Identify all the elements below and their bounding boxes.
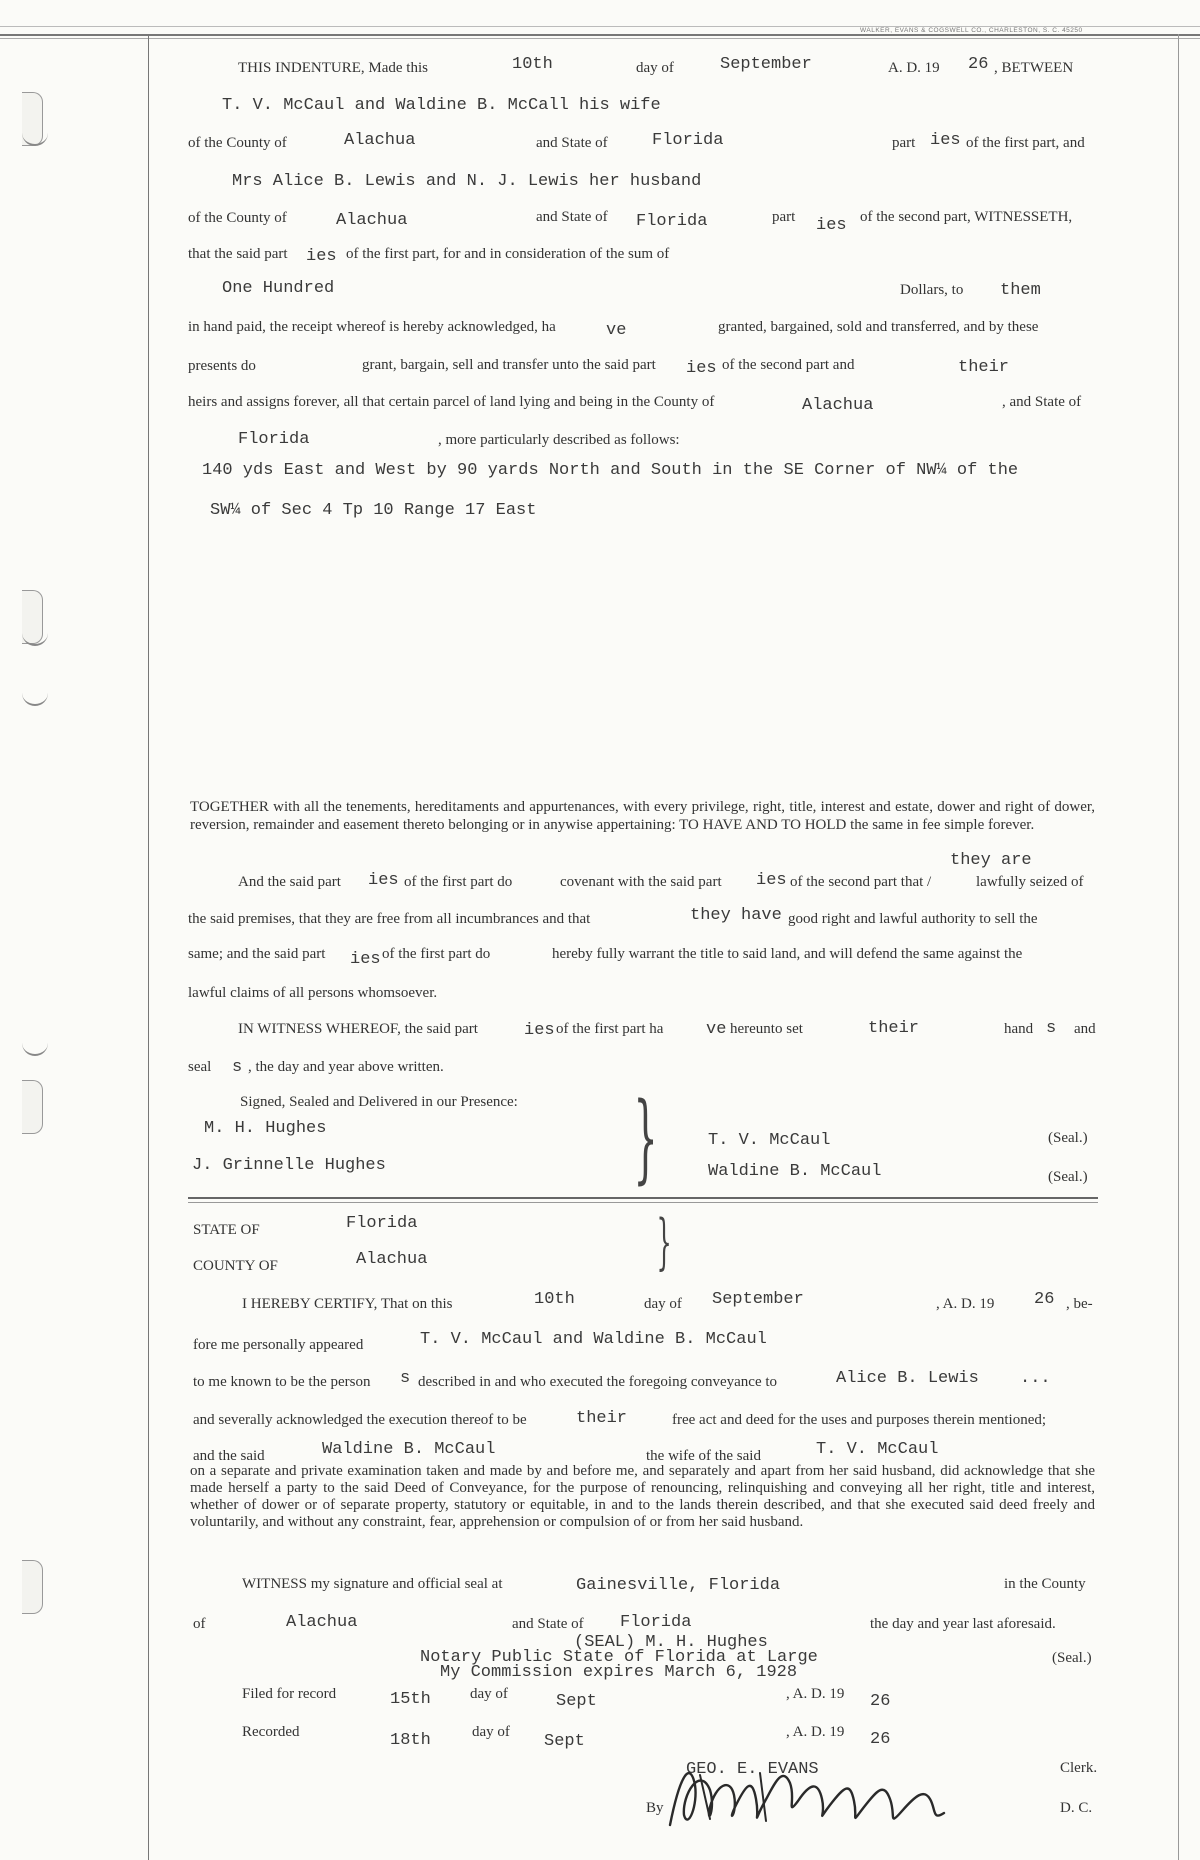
of-county-label: of the County of bbox=[188, 135, 287, 151]
wife-name: Waldine B. McCaul bbox=[322, 1440, 496, 1459]
notary-seal-label: (Seal.) bbox=[1052, 1650, 1092, 1666]
day-of-label: day of bbox=[470, 1686, 508, 1702]
recorded-day: 18th bbox=[390, 1731, 431, 1750]
same-lead: same; and the said part bbox=[188, 946, 326, 962]
indenture-day: 10th bbox=[512, 55, 553, 74]
wife-mid: the wife of the said bbox=[646, 1448, 761, 1464]
their-typed: their bbox=[868, 1019, 920, 1038]
seal-lead: seal bbox=[188, 1059, 212, 1075]
lawfully-seized: lawfully seized of bbox=[976, 874, 1084, 890]
notary-state: Florida bbox=[620, 1613, 692, 1632]
notary-commission: My Commission expires March 6, 1928 bbox=[440, 1663, 798, 1682]
dc-label: D. C. bbox=[1060, 1800, 1093, 1816]
s-typed: s bbox=[1046, 1019, 1057, 1038]
deputy-clerk-signature bbox=[640, 1755, 980, 1835]
and-state-of: , and State of bbox=[1002, 394, 1082, 410]
land-state: Florida bbox=[238, 430, 310, 449]
covenant-mid2: covenant with the said part bbox=[560, 874, 722, 890]
of-county-label: of the County of bbox=[188, 210, 287, 226]
ies-typed: ies bbox=[306, 247, 337, 266]
warrant-text: hereby fully warrant the title to said land, and will defend the same against the bbox=[552, 946, 1023, 962]
appeared-lead: fore me personally appeared bbox=[193, 1337, 364, 1353]
notary-place: Gainesville, Florida bbox=[576, 1576, 781, 1595]
binder-curl bbox=[22, 1020, 48, 1056]
signed-in-presence: Signed, Sealed and Delivered in our Presence: bbox=[240, 1094, 518, 1110]
first-part-label: of the first part, and bbox=[966, 135, 1085, 151]
grantee-state: Florida bbox=[636, 212, 708, 231]
day-of-label: day of bbox=[644, 1296, 682, 1312]
and-state-label: and State of bbox=[536, 209, 608, 225]
s-typed: s bbox=[400, 1369, 411, 1388]
witness-2-name: J. Grinnelle Hughes bbox=[192, 1156, 386, 1175]
seal-rest: , the day and year above written. bbox=[248, 1059, 444, 1075]
paid-to: them bbox=[1000, 281, 1041, 300]
covenant-mid: of the first part do bbox=[404, 874, 513, 890]
binder-curl bbox=[22, 110, 48, 146]
recorded-month: Sept bbox=[544, 1732, 585, 1751]
premises-lead: the said premises, that they are free from all incumbrances and that bbox=[188, 911, 591, 927]
signer-1-name: T. V. McCaul bbox=[708, 1131, 831, 1150]
husband-name: T. V. McCaul bbox=[816, 1440, 939, 1459]
appeared-names: T. V. McCaul and Waldine B. McCaul bbox=[420, 1330, 767, 1349]
covenant-insert: they are bbox=[950, 851, 1032, 870]
same-rest: of the first part do bbox=[382, 946, 491, 962]
together-clause: TOGETHER with all the tenements, hereditaments and appurtenances, with every privilege, right, title, interest and estate, dower and right of dower, reversion, remainder and easement thereto belonging or in anywise appertaining: TO HAVE AND TO HOLD the same in fee simple forever. bbox=[190, 799, 1095, 833]
witness-1-name: M. H. Hughes bbox=[204, 1119, 327, 1138]
consideration-amount: One Hundred bbox=[222, 279, 335, 298]
and-label: and bbox=[1074, 1021, 1096, 1037]
wife-lead: and the said bbox=[193, 1448, 265, 1464]
seal-label-1: (Seal.) bbox=[1048, 1130, 1088, 1146]
be-label: , be- bbox=[1066, 1296, 1093, 1312]
recorded-year: 26 bbox=[870, 1730, 891, 1749]
notary-signature: (SEAL) M. H. Hughes bbox=[574, 1633, 768, 1652]
signer-2-name: Waldine B. McCaul bbox=[708, 1162, 882, 1181]
ack-county: Alachua bbox=[356, 1250, 428, 1269]
receipt-rest: granted, bargained, sold and transferred, and by these bbox=[718, 319, 1039, 335]
witness-mid: of the first part ha bbox=[556, 1021, 664, 1037]
indenture-year: 26 bbox=[968, 55, 989, 74]
last-aforesaid: the day and year last aforesaid. bbox=[870, 1616, 1056, 1632]
known-rest: described in and who executed the foregoing conveyance to bbox=[418, 1374, 778, 1390]
ve-typed: ve bbox=[706, 1020, 727, 1039]
clerk-label: Clerk. bbox=[1060, 1760, 1098, 1776]
certify-month: September bbox=[712, 1290, 804, 1309]
filed-day: 15th bbox=[390, 1690, 431, 1709]
ad-label: , A. D. 19 bbox=[786, 1686, 845, 1702]
described-as-follows: , more particularly described as follows: bbox=[438, 432, 680, 448]
binder-curl bbox=[22, 610, 48, 646]
certify-year: 26 bbox=[1034, 1290, 1055, 1309]
presents-rest: grant, bargain, sell and transfer unto the said part bbox=[362, 357, 656, 373]
printer-mark: WALKER, EVANS & COGSWELL CO., CHARLESTON, S. C. 45250 bbox=[860, 27, 1083, 34]
covenant-lead: And the said part bbox=[238, 874, 341, 890]
ellipsis: ... bbox=[1020, 1369, 1051, 1388]
hand-label: hand bbox=[1004, 1021, 1034, 1037]
ad-label: , A. D. 19 bbox=[786, 1724, 845, 1740]
recorded-label: Recorded bbox=[242, 1724, 300, 1740]
grantees-names: Mrs Alice B. Lewis and N. J. Lewis her husband bbox=[232, 172, 702, 191]
witness-seal-lead: WITNESS my signature and official seal at bbox=[242, 1576, 503, 1592]
dollars-to-label: Dollars, to bbox=[900, 282, 964, 298]
ies-typed: ies bbox=[350, 950, 381, 969]
between-label: , BETWEEN bbox=[994, 60, 1074, 76]
ies-typed: ies bbox=[686, 359, 717, 378]
state-county-brace: } bbox=[656, 1207, 672, 1277]
conveyance-grantee: Alice B. Lewis bbox=[836, 1369, 979, 1388]
ad-label: , A. D. 19 bbox=[936, 1296, 995, 1312]
ies-typed: ies bbox=[524, 1021, 555, 1040]
consideration-lead: that the said part bbox=[188, 246, 288, 262]
covenant-rest: of the second part that / bbox=[790, 874, 932, 890]
s-typed: s bbox=[232, 1058, 243, 1077]
by-label: By bbox=[646, 1800, 664, 1816]
certify-day: 10th bbox=[534, 1290, 575, 1309]
known-lead: to me known to be the person bbox=[193, 1374, 371, 1390]
and-state-label: and State of bbox=[512, 1616, 584, 1632]
filed-month: Sept bbox=[556, 1692, 597, 1711]
ies-typed: ies bbox=[930, 131, 961, 150]
notary-title: Notary Public State of Florida at Large bbox=[420, 1648, 818, 1667]
witness-lead: IN WITNESS WHEREOF, the said part bbox=[238, 1021, 478, 1037]
separate-examination-text: on a separate and private examination taken and made by and before me, and separately and apart from her said husband, did acknowledge that she made herself a party to the said Deed of Conveyance, for the purpose of renouncing, relinquishing and conveying all her right, title and interest, whether of dower or of separate property, statutory or equitable, in and to the lands therein described, and that she executed said deed freely and voluntarily, and without any constraint, fear, apprehension or compulsion of or from her said husband. bbox=[190, 1463, 1095, 1530]
grantor-county: Alachua bbox=[344, 131, 416, 150]
land-description-2: SW¼ of Sec 4 Tp 10 Range 17 East bbox=[210, 501, 537, 520]
indenture-lead: THIS INDENTURE, Made this bbox=[238, 60, 428, 76]
signature-brace: } bbox=[633, 1082, 658, 1194]
their-typed: their bbox=[958, 358, 1010, 377]
ve-typed: ve bbox=[606, 321, 627, 340]
premises-rest: good right and lawful authority to sell the bbox=[788, 911, 1038, 927]
and-state-label: and State of bbox=[536, 135, 608, 151]
in-the-county: in the County bbox=[1004, 1576, 1086, 1592]
state-of-label: STATE OF bbox=[193, 1222, 260, 1238]
filed-year: 26 bbox=[870, 1692, 891, 1711]
lawful-claims: lawful claims of all persons whomsoever. bbox=[188, 985, 438, 1001]
ies-typed: ies bbox=[756, 871, 787, 890]
severally-lead: and severally acknowledged the execution thereof to be bbox=[193, 1412, 527, 1428]
grantors-names: T. V. McCaul and Waldine B. McCall his wife bbox=[222, 96, 661, 115]
their-typed: their bbox=[576, 1409, 628, 1428]
binder-tab bbox=[22, 1080, 43, 1134]
receipt-lead: in hand paid, the receipt whereof is hereby acknowledged, ha bbox=[188, 319, 556, 335]
clerk-name: GEO. E. EVANS bbox=[686, 1760, 819, 1779]
ies-typed: ies bbox=[368, 871, 399, 890]
part-label: part bbox=[772, 209, 796, 225]
grantor-state: Florida bbox=[652, 131, 724, 150]
ad-label: A. D. 19 bbox=[888, 60, 940, 76]
severally-rest: free act and deed for the uses and purposes therein mentioned; bbox=[672, 1412, 1047, 1428]
second-part-label: of the second part, WITNESSETH, bbox=[860, 209, 1073, 225]
land-description-1: 140 yds East and West by 90 yards North and South in the SE Corner of NW¼ of the bbox=[202, 461, 1019, 480]
second-part-and: of the second part and bbox=[722, 357, 855, 373]
land-county: Alachua bbox=[802, 396, 874, 415]
they-have-typed: they have bbox=[690, 906, 782, 925]
notary-county: Alachua bbox=[286, 1613, 358, 1632]
consideration-rest: of the first part, for and in consideration of the sum of bbox=[346, 246, 670, 262]
ack-state: Florida bbox=[346, 1214, 418, 1233]
ies-typed: ies bbox=[816, 216, 847, 235]
presents-lead: presents do bbox=[188, 358, 256, 374]
seal-label-2: (Seal.) bbox=[1048, 1169, 1088, 1185]
binder-tab bbox=[22, 1560, 43, 1614]
filed-label: Filed for record bbox=[242, 1686, 337, 1702]
day-of-label: day of bbox=[636, 60, 674, 76]
grantee-county: Alachua bbox=[336, 211, 408, 230]
of-label: of bbox=[193, 1616, 206, 1632]
binder-curl bbox=[22, 670, 48, 706]
indenture-month: September bbox=[720, 55, 812, 74]
heirs-lead: heirs and assigns forever, all that certain parcel of land lying and being in the County of bbox=[188, 394, 715, 410]
part-label: part bbox=[892, 135, 916, 151]
certify-lead: I HEREBY CERTIFY, That on this bbox=[242, 1296, 453, 1312]
county-of-label: COUNTY OF bbox=[193, 1258, 278, 1274]
hereunto-set: hereunto set bbox=[730, 1021, 803, 1037]
day-of-label: day of bbox=[472, 1724, 510, 1740]
